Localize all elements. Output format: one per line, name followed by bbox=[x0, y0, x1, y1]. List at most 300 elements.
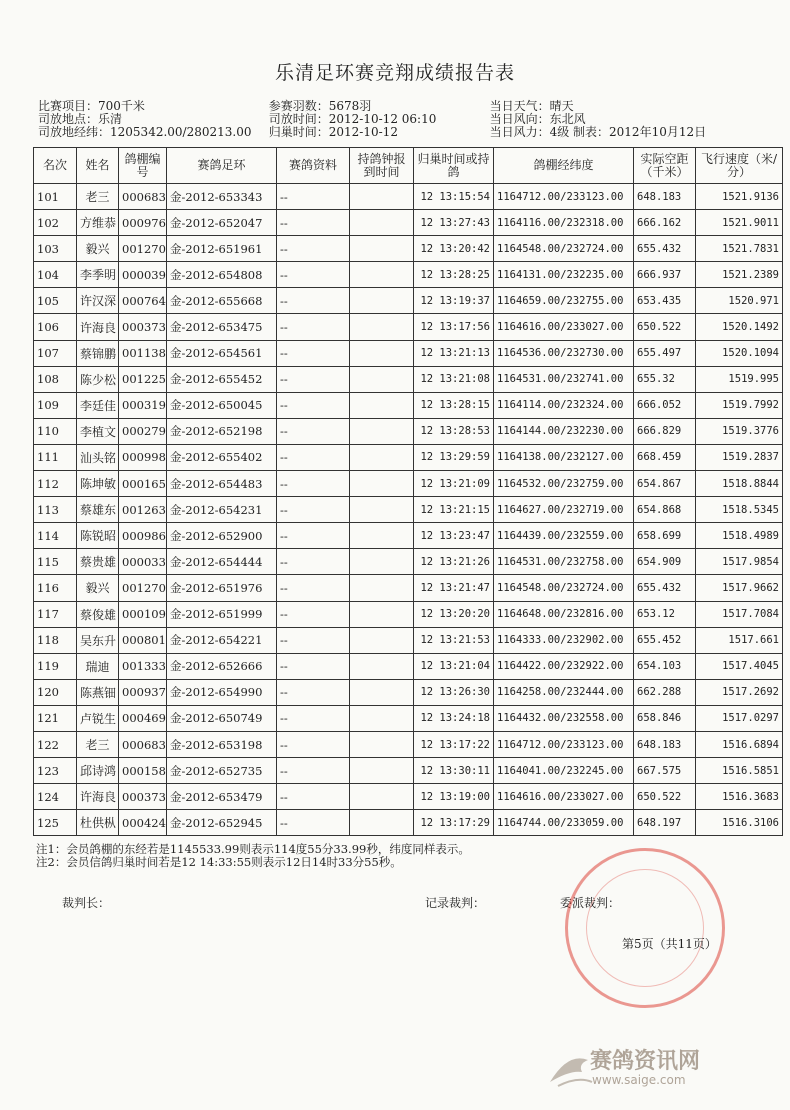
cell-distance: 658.846 bbox=[634, 705, 696, 731]
cell-pigeon-info: -- bbox=[277, 784, 350, 810]
cell-pigeon-info: -- bbox=[277, 549, 350, 575]
record-judge-label: 记录裁判： bbox=[425, 896, 486, 910]
cell-distance: 655.452 bbox=[634, 627, 696, 653]
cell-pigeon-info: -- bbox=[277, 471, 350, 497]
cell-loft-coordinates: 1164131.00/232235.00 bbox=[494, 262, 634, 288]
table-row bbox=[34, 210, 783, 236]
cell-ring-number: 金-2012-651999 bbox=[167, 601, 277, 627]
cell-distance: 668.459 bbox=[634, 444, 696, 470]
cell-arrival-time: 12 13:29:59 bbox=[414, 444, 494, 470]
header-speed: 飞行速度（米/分） bbox=[696, 148, 783, 184]
cell-name: 许汉深 bbox=[77, 288, 119, 314]
race-info-label: 归巢时间： bbox=[268, 125, 329, 139]
header-clock-report-time: 持鸽钟报到时间 bbox=[350, 148, 414, 184]
cell-distance: 658.699 bbox=[634, 523, 696, 549]
table-row bbox=[34, 471, 783, 497]
header-ring-number: 赛鸽足环 bbox=[167, 148, 277, 184]
cell-arrival-time: 12 13:21:09 bbox=[414, 471, 494, 497]
cell-ring-number: 金-2012-650749 bbox=[167, 705, 277, 731]
cell-rank: 112 bbox=[34, 471, 77, 497]
cell-speed: 1521.9011 bbox=[696, 210, 783, 236]
table-row bbox=[34, 262, 783, 288]
cell-loft-id: 000373 bbox=[119, 784, 167, 810]
cell-loft-id: 000937 bbox=[119, 679, 167, 705]
table-row bbox=[34, 653, 783, 679]
cell-loft-id: 000165 bbox=[119, 471, 167, 497]
cell-name: 李季明 bbox=[77, 262, 119, 288]
cell-rank: 119 bbox=[34, 653, 77, 679]
cell-clock-report-time bbox=[350, 288, 414, 314]
cell-clock-report-time bbox=[350, 340, 414, 366]
cell-arrival-time: 12 13:17:22 bbox=[414, 731, 494, 757]
cell-ring-number: 金-2012-652198 bbox=[167, 418, 277, 444]
cell-rank: 115 bbox=[34, 549, 77, 575]
cell-name: 蔡雄东 bbox=[77, 497, 119, 523]
cell-speed: 1517.661 bbox=[696, 627, 783, 653]
cell-ring-number: 金-2012-653479 bbox=[167, 784, 277, 810]
race-info-label: 司放地点： bbox=[38, 112, 99, 126]
cell-loft-coordinates: 1164616.00/233027.00 bbox=[494, 314, 634, 340]
cell-ring-number: 金-2012-654561 bbox=[167, 340, 277, 366]
cell-pigeon-info: -- bbox=[277, 392, 350, 418]
cell-speed: 1517.9662 bbox=[696, 575, 783, 601]
header-name: 姓名 bbox=[77, 148, 119, 184]
cell-name: 蔡俊雄 bbox=[77, 601, 119, 627]
cell-loft-id: 000998 bbox=[119, 444, 167, 470]
cell-ring-number: 金-2012-652666 bbox=[167, 653, 277, 679]
cell-ring-number: 金-2012-653343 bbox=[167, 184, 277, 210]
cell-name: 蔡锦鹏 bbox=[77, 340, 119, 366]
table-row bbox=[34, 340, 783, 366]
cell-loft-coordinates: 1164041.00/232245.00 bbox=[494, 758, 634, 784]
cell-arrival-time: 12 13:21:15 bbox=[414, 497, 494, 523]
race-info-label: 比赛项目： bbox=[38, 99, 99, 113]
cell-pigeon-info: -- bbox=[277, 731, 350, 757]
cell-clock-report-time bbox=[350, 653, 414, 679]
cell-clock-report-time bbox=[350, 184, 414, 210]
cell-pigeon-info: -- bbox=[277, 340, 350, 366]
cell-ring-number: 金-2012-653475 bbox=[167, 314, 277, 340]
cell-speed: 1519.7992 bbox=[696, 392, 783, 418]
cell-clock-report-time bbox=[350, 418, 414, 444]
cell-name: 瑞迪 bbox=[77, 653, 119, 679]
cell-loft-coordinates: 1164114.00/232324.00 bbox=[494, 392, 634, 418]
cell-distance: 648.197 bbox=[634, 810, 696, 836]
cell-arrival-time: 12 13:26:30 bbox=[414, 679, 494, 705]
cell-distance: 655.32 bbox=[634, 366, 696, 392]
race-info-value: 5678羽 bbox=[328, 99, 372, 113]
cell-ring-number: 金-2012-654990 bbox=[167, 679, 277, 705]
table-row bbox=[34, 731, 783, 757]
cell-rank: 103 bbox=[34, 236, 77, 262]
cell-name: 毅兴 bbox=[77, 236, 119, 262]
race-info-label: 当日风向： bbox=[489, 112, 550, 126]
race-info-value: 700千米 bbox=[98, 99, 145, 113]
cell-name: 陈少松 bbox=[77, 366, 119, 392]
cell-ring-number: 金-2012-651961 bbox=[167, 236, 277, 262]
cell-distance: 666.937 bbox=[634, 262, 696, 288]
cell-name: 吴东升 bbox=[77, 627, 119, 653]
table-row bbox=[34, 679, 783, 705]
cell-speed: 1521.7831 bbox=[696, 236, 783, 262]
cell-loft-id: 000801 bbox=[119, 627, 167, 653]
cell-name: 毅兴 bbox=[77, 575, 119, 601]
cell-ring-number: 金-2012-655452 bbox=[167, 366, 277, 392]
cell-loft-id: 000986 bbox=[119, 523, 167, 549]
cell-clock-report-time bbox=[350, 731, 414, 757]
cell-arrival-time: 12 13:20:20 bbox=[414, 601, 494, 627]
cell-distance: 654.909 bbox=[634, 549, 696, 575]
table-row bbox=[34, 758, 783, 784]
race-info-value: 2012-10-12 bbox=[328, 125, 398, 139]
cell-loft-coordinates: 1164439.00/232559.00 bbox=[494, 523, 634, 549]
cell-loft-id: 000424 bbox=[119, 810, 167, 836]
cell-arrival-time: 12 13:17:56 bbox=[414, 314, 494, 340]
cell-clock-report-time bbox=[350, 627, 414, 653]
cell-speed: 1519.3776 bbox=[696, 418, 783, 444]
race-info-label: 司放地经纬： bbox=[38, 125, 111, 139]
cell-clock-report-time bbox=[350, 262, 414, 288]
cell-arrival-time: 12 13:24:18 bbox=[414, 705, 494, 731]
cell-distance: 666.162 bbox=[634, 210, 696, 236]
header-arrival-time: 归巢时间或持鸽 bbox=[414, 148, 494, 184]
cell-loft-coordinates: 1164258.00/232444.00 bbox=[494, 679, 634, 705]
cell-pigeon-info: -- bbox=[277, 314, 350, 340]
race-info-label: 司放时间： bbox=[268, 112, 329, 126]
cell-pigeon-info: -- bbox=[277, 497, 350, 523]
table-row bbox=[34, 184, 783, 210]
header-loft-id: 鸽棚编号 bbox=[119, 148, 167, 184]
race-info-value: 4级 制表：2012年10月12日 bbox=[549, 125, 707, 139]
cell-speed: 1520.1492 bbox=[696, 314, 783, 340]
cell-rank: 118 bbox=[34, 627, 77, 653]
cell-speed: 1520.971 bbox=[696, 288, 783, 314]
cell-loft-coordinates: 1164548.00/232724.00 bbox=[494, 236, 634, 262]
official-seal bbox=[565, 848, 725, 1008]
cell-arrival-time: 12 13:21:04 bbox=[414, 653, 494, 679]
cell-loft-coordinates: 1164531.00/232758.00 bbox=[494, 549, 634, 575]
cell-arrival-time: 12 13:21:53 bbox=[414, 627, 494, 653]
table-row bbox=[34, 627, 783, 653]
cell-loft-id: 001225 bbox=[119, 366, 167, 392]
cell-distance: 654.103 bbox=[634, 653, 696, 679]
cell-ring-number: 金-2012-654808 bbox=[167, 262, 277, 288]
cell-arrival-time: 12 13:28:25 bbox=[414, 262, 494, 288]
cell-distance: 648.183 bbox=[634, 184, 696, 210]
cell-pigeon-info: -- bbox=[277, 810, 350, 836]
cell-arrival-time: 12 13:21:13 bbox=[414, 340, 494, 366]
cell-rank: 102 bbox=[34, 210, 77, 236]
cell-loft-coordinates: 1164532.00/232759.00 bbox=[494, 471, 634, 497]
cell-loft-id: 000319 bbox=[119, 392, 167, 418]
cell-clock-report-time bbox=[350, 210, 414, 236]
cell-clock-report-time bbox=[350, 471, 414, 497]
table-row bbox=[34, 784, 783, 810]
cell-rank: 114 bbox=[34, 523, 77, 549]
table-row bbox=[34, 392, 783, 418]
cell-ring-number: 金-2012-652900 bbox=[167, 523, 277, 549]
table-row bbox=[34, 314, 783, 340]
cell-name: 老三 bbox=[77, 731, 119, 757]
cell-speed: 1516.5851 bbox=[696, 758, 783, 784]
cell-pigeon-info: -- bbox=[277, 679, 350, 705]
race-info-row bbox=[38, 126, 778, 139]
cell-ring-number: 金-2012-654483 bbox=[167, 471, 277, 497]
cell-name: 杜供枞 bbox=[77, 810, 119, 836]
cell-loft-id: 000683 bbox=[119, 184, 167, 210]
race-info-label: 参赛羽数： bbox=[268, 99, 329, 113]
cell-distance: 650.522 bbox=[634, 784, 696, 810]
cell-rank: 104 bbox=[34, 262, 77, 288]
cell-clock-report-time bbox=[350, 601, 414, 627]
cell-loft-coordinates: 1164712.00/233123.00 bbox=[494, 731, 634, 757]
cell-rank: 111 bbox=[34, 444, 77, 470]
cell-clock-report-time bbox=[350, 314, 414, 340]
cell-arrival-time: 12 13:19:00 bbox=[414, 784, 494, 810]
results-table bbox=[33, 147, 783, 836]
cell-loft-coordinates: 1164744.00/233059.00 bbox=[494, 810, 634, 836]
cell-speed: 1519.2837 bbox=[696, 444, 783, 470]
cell-pigeon-info: -- bbox=[277, 575, 350, 601]
cell-loft-coordinates: 1164616.00/233027.00 bbox=[494, 784, 634, 810]
cell-loft-id: 001270 bbox=[119, 236, 167, 262]
cell-arrival-time: 12 13:28:15 bbox=[414, 392, 494, 418]
table-row bbox=[34, 705, 783, 731]
cell-distance: 666.052 bbox=[634, 392, 696, 418]
cell-speed: 1521.9136 bbox=[696, 184, 783, 210]
cell-loft-coordinates: 1164536.00/232730.00 bbox=[494, 340, 634, 366]
cell-speed: 1518.4989 bbox=[696, 523, 783, 549]
cell-name: 邱诗鸿 bbox=[77, 758, 119, 784]
cell-distance: 648.183 bbox=[634, 731, 696, 757]
cell-distance: 655.432 bbox=[634, 575, 696, 601]
cell-clock-report-time bbox=[350, 549, 414, 575]
cell-distance: 667.575 bbox=[634, 758, 696, 784]
report-title: 乐清足环赛竞翔成绩报告表 bbox=[274, 62, 515, 84]
cell-clock-report-time bbox=[350, 497, 414, 523]
cell-distance: 666.829 bbox=[634, 418, 696, 444]
watermark-text: 赛鸽资讯网 bbox=[590, 1049, 701, 1074]
cell-arrival-time: 12 13:17:29 bbox=[414, 810, 494, 836]
cell-pigeon-info: -- bbox=[277, 758, 350, 784]
cell-pigeon-info: -- bbox=[277, 288, 350, 314]
cell-arrival-time: 12 13:21:08 bbox=[414, 366, 494, 392]
cell-ring-number: 金-2012-654444 bbox=[167, 549, 277, 575]
cell-rank: 122 bbox=[34, 731, 77, 757]
cell-arrival-time: 12 13:15:54 bbox=[414, 184, 494, 210]
cell-distance: 654.868 bbox=[634, 497, 696, 523]
race-info-value: 东北风 bbox=[549, 112, 586, 126]
cell-distance: 653.12 bbox=[634, 601, 696, 627]
cell-clock-report-time bbox=[350, 366, 414, 392]
cell-pigeon-info: -- bbox=[277, 236, 350, 262]
cell-distance: 650.522 bbox=[634, 314, 696, 340]
cell-rank: 106 bbox=[34, 314, 77, 340]
cell-clock-report-time bbox=[350, 575, 414, 601]
cell-clock-report-time bbox=[350, 523, 414, 549]
cell-name: 许海良 bbox=[77, 784, 119, 810]
cell-speed: 1518.5345 bbox=[696, 497, 783, 523]
cell-pigeon-info: -- bbox=[277, 627, 350, 653]
cell-loft-id: 000469 bbox=[119, 705, 167, 731]
cell-pigeon-info: -- bbox=[277, 444, 350, 470]
cell-speed: 1518.8844 bbox=[696, 471, 783, 497]
table-row bbox=[34, 444, 783, 470]
cell-clock-report-time bbox=[350, 758, 414, 784]
cell-loft-coordinates: 1164648.00/232816.00 bbox=[494, 601, 634, 627]
cell-rank: 109 bbox=[34, 392, 77, 418]
cell-distance: 653.435 bbox=[634, 288, 696, 314]
cell-arrival-time: 12 13:21:26 bbox=[414, 549, 494, 575]
cell-arrival-time: 12 13:28:53 bbox=[414, 418, 494, 444]
cell-rank: 107 bbox=[34, 340, 77, 366]
cell-speed: 1517.4045 bbox=[696, 653, 783, 679]
cell-loft-coordinates: 1164116.00/232318.00 bbox=[494, 210, 634, 236]
cell-name: 陈坤敏 bbox=[77, 471, 119, 497]
cell-rank: 116 bbox=[34, 575, 77, 601]
cell-speed: 1519.995 bbox=[696, 366, 783, 392]
cell-pigeon-info: -- bbox=[277, 418, 350, 444]
cell-clock-report-time bbox=[350, 444, 414, 470]
cell-pigeon-info: -- bbox=[277, 366, 350, 392]
cell-name: 汕头铭 bbox=[77, 444, 119, 470]
cell-speed: 1516.6894 bbox=[696, 731, 783, 757]
cell-loft-coordinates: 1164138.00/232127.00 bbox=[494, 444, 634, 470]
cell-speed: 1517.7084 bbox=[696, 601, 783, 627]
table-row bbox=[34, 810, 783, 836]
cell-name: 陈燕钿 bbox=[77, 679, 119, 705]
cell-loft-id: 000158 bbox=[119, 758, 167, 784]
cell-pigeon-info: -- bbox=[277, 210, 350, 236]
cell-rank: 125 bbox=[34, 810, 77, 836]
cell-ring-number: 金-2012-651976 bbox=[167, 575, 277, 601]
cell-loft-id: 000373 bbox=[119, 314, 167, 340]
cell-loft-id: 000683 bbox=[119, 731, 167, 757]
header-loft-coordinates: 鸽棚经纬度 bbox=[494, 148, 634, 184]
cell-loft-id: 001263 bbox=[119, 497, 167, 523]
cell-speed: 1516.3106 bbox=[696, 810, 783, 836]
cell-name: 蔡贵雄 bbox=[77, 549, 119, 575]
cell-loft-id: 001138 bbox=[119, 340, 167, 366]
cell-rank: 101 bbox=[34, 184, 77, 210]
cell-ring-number: 金-2012-650045 bbox=[167, 392, 277, 418]
cell-rank: 123 bbox=[34, 758, 77, 784]
footnote-2: 注2：会员信鸽归巢时间若是12 14:33:55则表示12日14时33分55秒。 bbox=[36, 855, 402, 869]
watermark-url: www.saige.com bbox=[592, 1073, 686, 1087]
cell-ring-number: 金-2012-652945 bbox=[167, 810, 277, 836]
cell-arrival-time: 12 13:19:37 bbox=[414, 288, 494, 314]
cell-ring-number: 金-2012-653198 bbox=[167, 731, 277, 757]
cell-name: 李植文 bbox=[77, 418, 119, 444]
cell-arrival-time: 12 13:20:42 bbox=[414, 236, 494, 262]
cell-ring-number: 金-2012-655668 bbox=[167, 288, 277, 314]
page-number: 第5页（共11页） bbox=[622, 937, 717, 951]
header-pigeon-info: 赛鸽资料 bbox=[277, 148, 350, 184]
cell-loft-id: 000279 bbox=[119, 418, 167, 444]
race-info-label: 当日风力： bbox=[489, 125, 550, 139]
race-info-value: 2012-10-12 06:10 bbox=[328, 112, 437, 126]
table-row bbox=[34, 236, 783, 262]
table-row bbox=[34, 497, 783, 523]
cell-speed: 1516.3683 bbox=[696, 784, 783, 810]
cell-rank: 113 bbox=[34, 497, 77, 523]
race-info-value: 晴天 bbox=[549, 99, 574, 113]
cell-distance: 654.867 bbox=[634, 471, 696, 497]
cell-distance: 655.432 bbox=[634, 236, 696, 262]
cell-distance: 662.288 bbox=[634, 679, 696, 705]
cell-speed: 1520.1094 bbox=[696, 340, 783, 366]
table-row bbox=[34, 366, 783, 392]
table-row bbox=[34, 549, 783, 575]
cell-pigeon-info: -- bbox=[277, 523, 350, 549]
cell-ring-number: 金-2012-652047 bbox=[167, 210, 277, 236]
cell-rank: 108 bbox=[34, 366, 77, 392]
cell-speed: 1517.0297 bbox=[696, 705, 783, 731]
cell-rank: 105 bbox=[34, 288, 77, 314]
cell-arrival-time: 12 13:21:47 bbox=[414, 575, 494, 601]
cell-rank: 120 bbox=[34, 679, 77, 705]
cell-loft-coordinates: 1164422.00/232922.00 bbox=[494, 653, 634, 679]
table-row bbox=[34, 601, 783, 627]
cell-loft-id: 001270 bbox=[119, 575, 167, 601]
table-row bbox=[34, 523, 783, 549]
cell-name: 方维恭 bbox=[77, 210, 119, 236]
cell-pigeon-info: -- bbox=[277, 184, 350, 210]
cell-loft-id: 000976 bbox=[119, 210, 167, 236]
race-info-value: 乐清 bbox=[98, 112, 123, 126]
table-row bbox=[34, 288, 783, 314]
cell-loft-coordinates: 1164548.00/232724.00 bbox=[494, 575, 634, 601]
footnotes bbox=[36, 843, 470, 869]
cell-clock-report-time bbox=[350, 392, 414, 418]
cell-rank: 121 bbox=[34, 705, 77, 731]
cell-rank: 117 bbox=[34, 601, 77, 627]
cell-ring-number: 金-2012-654231 bbox=[167, 497, 277, 523]
cell-arrival-time: 12 13:23:47 bbox=[414, 523, 494, 549]
cell-loft-coordinates: 1164144.00/232230.00 bbox=[494, 418, 634, 444]
table-row bbox=[34, 575, 783, 601]
table-header-row bbox=[34, 148, 783, 184]
cell-rank: 110 bbox=[34, 418, 77, 444]
cell-clock-report-time bbox=[350, 810, 414, 836]
cell-pigeon-info: -- bbox=[277, 705, 350, 731]
cell-name: 陈锐昭 bbox=[77, 523, 119, 549]
cell-clock-report-time bbox=[350, 705, 414, 731]
cell-loft-coordinates: 1164531.00/232741.00 bbox=[494, 366, 634, 392]
cell-ring-number: 金-2012-655402 bbox=[167, 444, 277, 470]
race-info-value: 1205342.00/280213.00 bbox=[110, 125, 252, 139]
cell-arrival-time: 12 13:30:11 bbox=[414, 758, 494, 784]
race-info-label: 当日天气： bbox=[489, 99, 550, 113]
table-row bbox=[34, 418, 783, 444]
delegate-judge-label: 委派裁判： bbox=[560, 896, 621, 910]
cell-loft-coordinates: 1164627.00/232719.00 bbox=[494, 497, 634, 523]
cell-clock-report-time bbox=[350, 679, 414, 705]
cell-loft-coordinates: 1164432.00/232558.00 bbox=[494, 705, 634, 731]
cell-pigeon-info: -- bbox=[277, 653, 350, 679]
cell-speed: 1521.2389 bbox=[696, 262, 783, 288]
cell-loft-coordinates: 1164712.00/233123.00 bbox=[494, 184, 634, 210]
cell-loft-id: 001333 bbox=[119, 653, 167, 679]
cell-speed: 1517.9854 bbox=[696, 549, 783, 575]
cell-name: 李廷佳 bbox=[77, 392, 119, 418]
cell-name: 卢锐生 bbox=[77, 705, 119, 731]
cell-loft-coordinates: 1164659.00/232755.00 bbox=[494, 288, 634, 314]
cell-speed: 1517.2692 bbox=[696, 679, 783, 705]
cell-pigeon-info: -- bbox=[277, 601, 350, 627]
cell-name: 许海良 bbox=[77, 314, 119, 340]
cell-loft-id: 000033 bbox=[119, 549, 167, 575]
